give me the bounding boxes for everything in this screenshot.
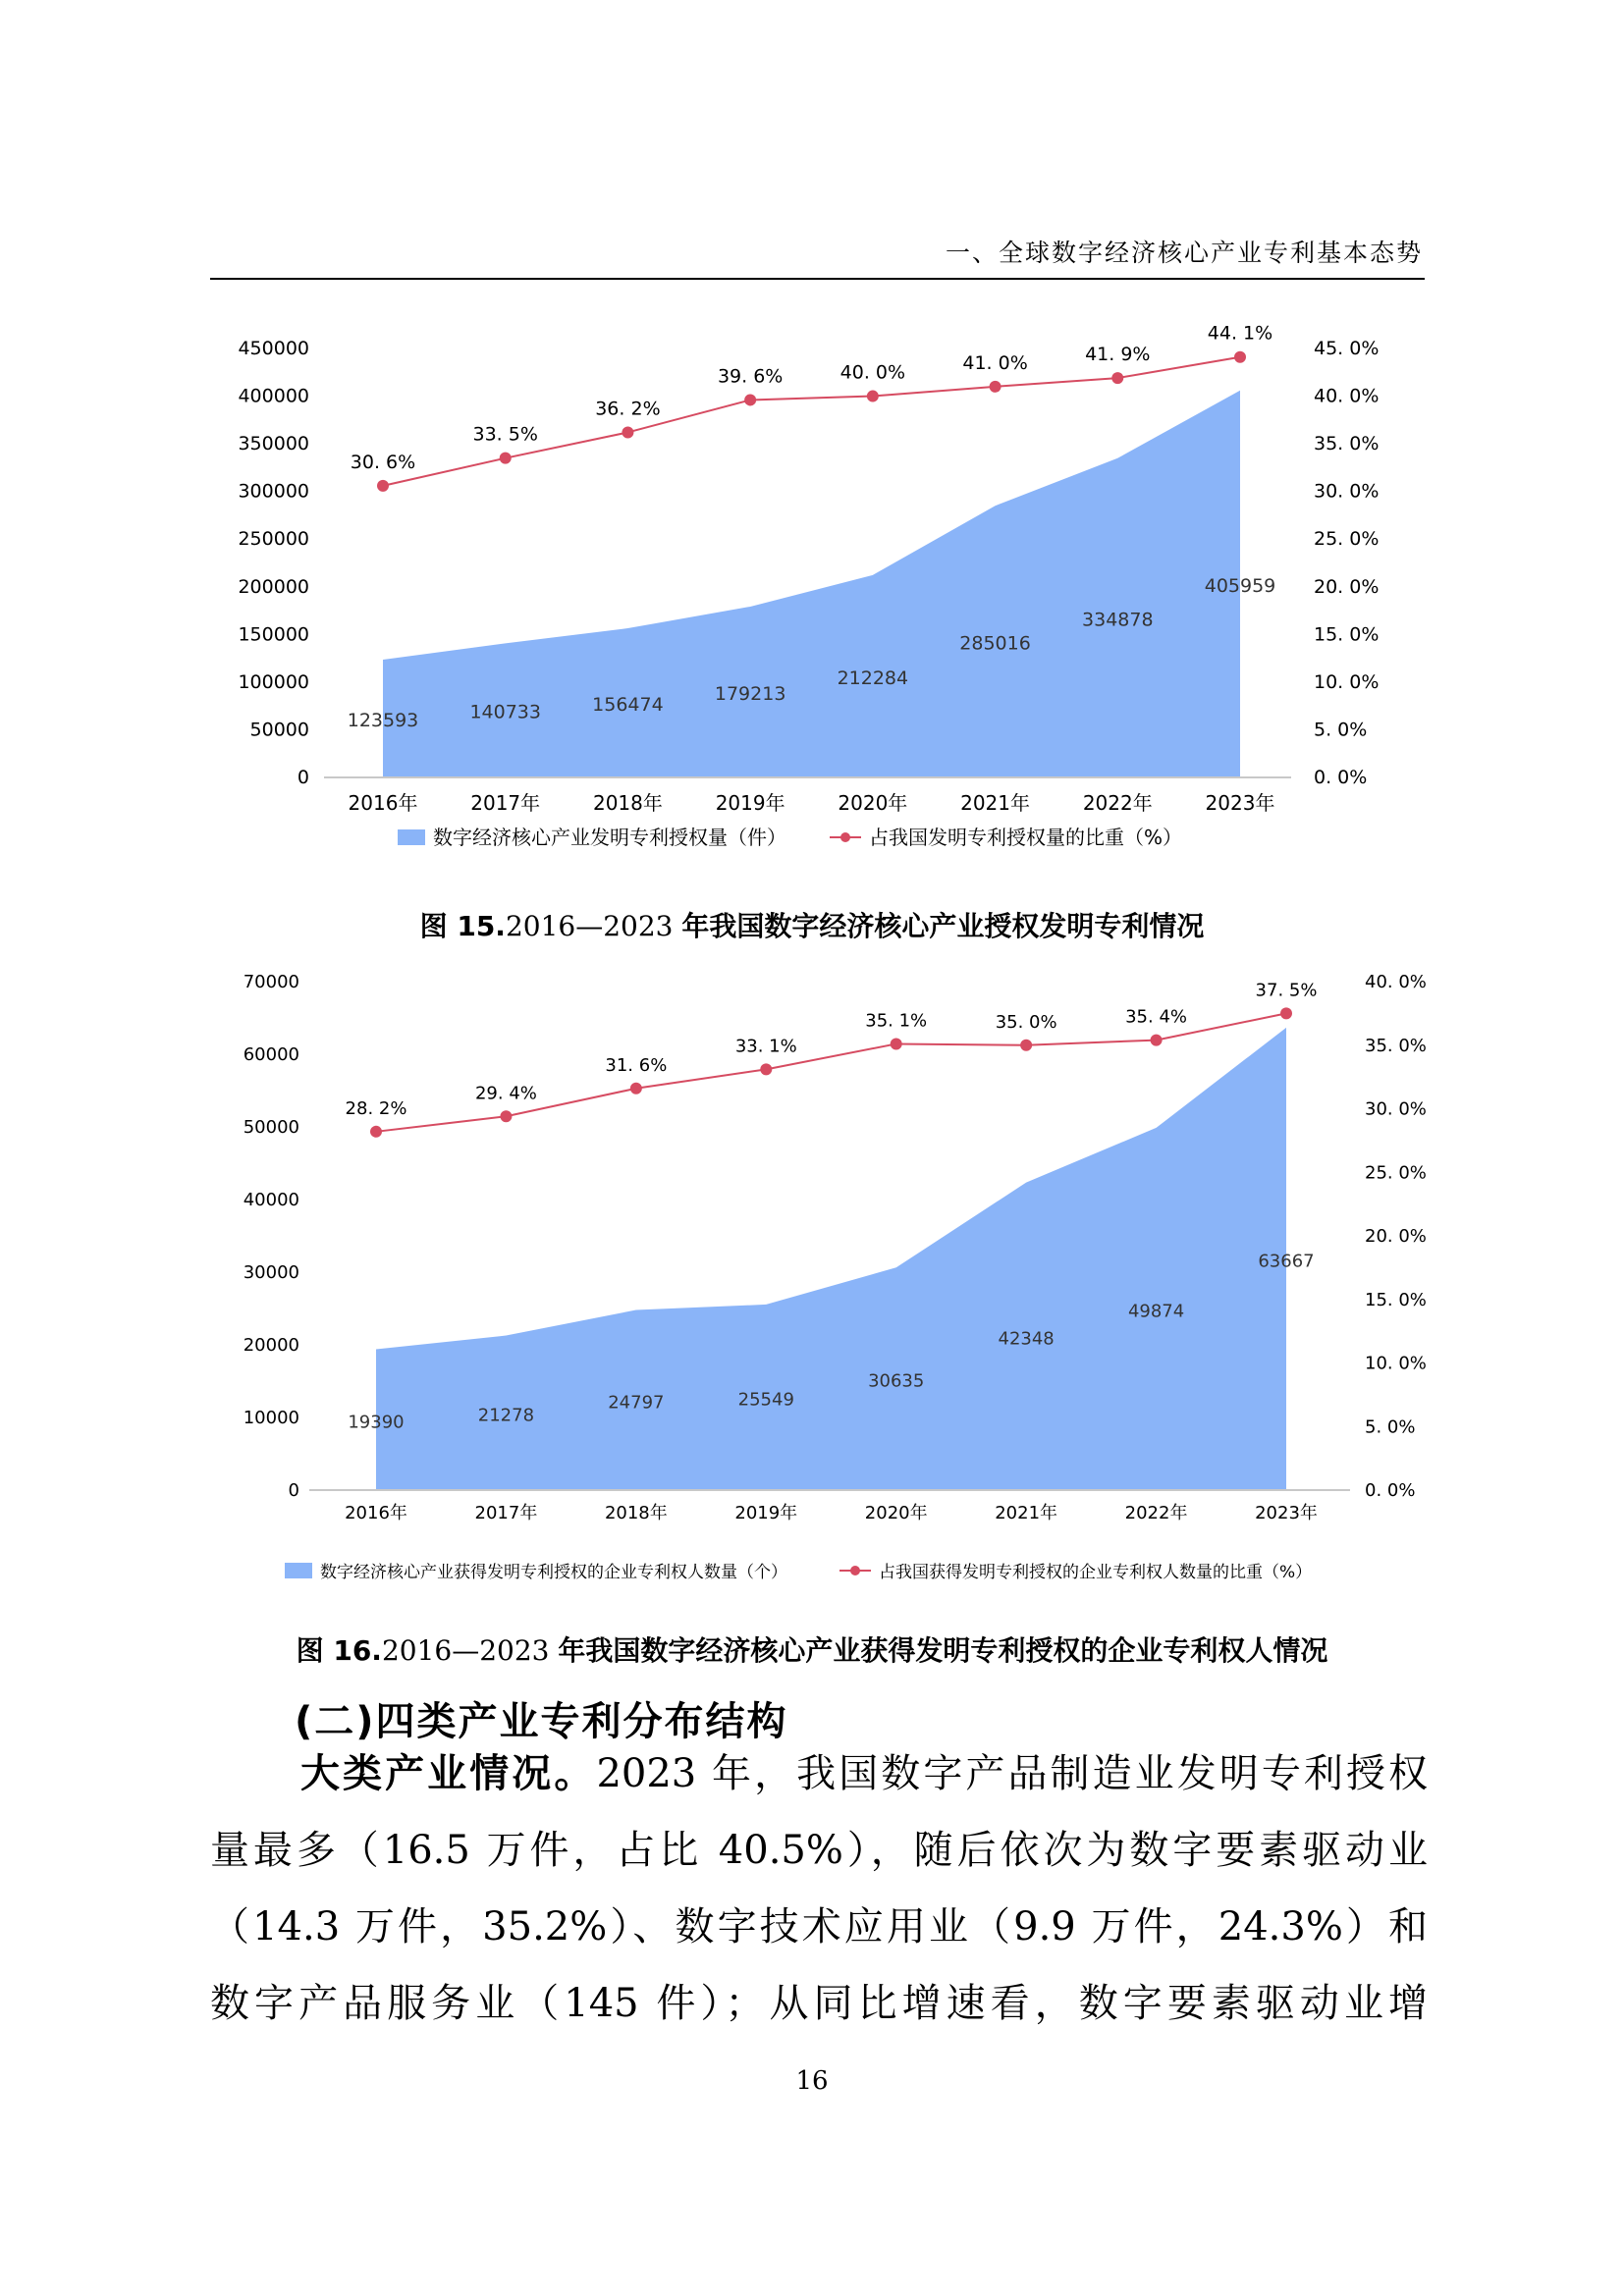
legend-line-marker (850, 1566, 860, 1575)
area-data-label: 123593 (347, 709, 419, 731)
left-axis-tick-label: 0 (297, 767, 309, 788)
left-axis-tick-label: 200000 (238, 575, 309, 598)
area-data-label: 19390 (348, 1412, 405, 1433)
paragraph-line-4: 数字产品服务业（145 件）；从同比增速看，数字要素驱动业增 (210, 1981, 1428, 2026)
body-paragraph (210, 1735, 1428, 2042)
figure-15-range: 2016—2023 (505, 910, 674, 942)
right-axis-tick-label: 35. 0% (1314, 433, 1380, 455)
x-axis-category-label: 2022年 (1082, 791, 1153, 815)
line-data-point (1111, 372, 1123, 384)
line-data-label: 39. 6% (717, 365, 784, 388)
paragraph-line-3: （14.3 万件，35.2%）、数字技术应用业（9.9 万件，24.3%）和 (210, 1904, 1428, 1949)
x-axis-category-label: 2018年 (592, 791, 663, 815)
x-axis-category-label: 2020年 (838, 791, 908, 815)
legend-area-label: 数字经济核心产业发明专利授权量（件） (433, 826, 786, 849)
area-data-label: 405959 (1204, 574, 1276, 597)
paragraph-lead: 大类产业情况。 (300, 1751, 597, 1796)
figure-15-title: 年我国数字经济核心产业授权发明专利情况 (681, 910, 1205, 942)
x-axis-category-label: 2016年 (348, 791, 418, 815)
right-axis-tick-label: 20. 0% (1314, 575, 1380, 598)
x-axis-category-label: 2016年 (345, 1503, 407, 1523)
x-axis-category-label: 2022年 (1124, 1503, 1188, 1523)
paragraph-line-1 (210, 1735, 1428, 1812)
right-axis-tick-label: 25. 0% (1365, 1162, 1427, 1184)
left-axis-tick-label: 400000 (238, 385, 309, 407)
area-data-label: 49874 (1127, 1301, 1185, 1322)
line-data-point (500, 1110, 512, 1122)
line-data-label: 35. 4% (1125, 1006, 1188, 1028)
x-axis-category-label: 2021年 (960, 791, 1031, 815)
area-data-label: 140733 (469, 701, 541, 723)
line-data-point (760, 1063, 772, 1075)
line-data-label: 30. 6% (350, 451, 416, 473)
x-axis-category-label: 2023年 (1205, 791, 1275, 815)
right-axis-tick-label: 10. 0% (1314, 670, 1380, 693)
area-data-label: 42348 (998, 1328, 1055, 1350)
line-data-label: 35. 1% (865, 1010, 928, 1032)
left-axis-tick-label: 100000 (238, 670, 309, 693)
figure-15-number: 图 15. (419, 910, 506, 942)
figure-16-range: 2016—2023 (381, 1634, 550, 1667)
right-axis-tick-label: 25. 0% (1314, 528, 1380, 551)
left-axis-tick-label: 70000 (243, 972, 299, 992)
right-axis-tick-label: 5. 0% (1314, 719, 1368, 741)
legend-area-swatch (285, 1563, 312, 1578)
line-data-point (377, 480, 389, 492)
line-data-label: 44. 1% (1207, 322, 1273, 345)
legend-area-swatch (398, 829, 425, 845)
chart-enterprise-patentees (0, 942, 1624, 1590)
paragraph-line-1-text: 2023 年，我国数字产品制造业发明专利授权 (596, 1751, 1429, 1796)
line-data-label: 41. 9% (1085, 344, 1151, 366)
line-data-point (500, 453, 512, 464)
line-data-label: 33. 1% (734, 1036, 797, 1057)
x-axis-category-label: 2023年 (1255, 1503, 1318, 1523)
left-axis-tick-label: 20000 (243, 1335, 299, 1356)
line-series (376, 1013, 1286, 1131)
left-axis-tick-label: 300000 (238, 480, 309, 503)
left-axis-tick-label: 450000 (238, 338, 309, 359)
legend-area-label: 数字经济核心产业获得发明专利授权的企业专利权人数量（个） (320, 1563, 787, 1582)
left-axis-tick-label: 10000 (243, 1408, 299, 1428)
right-axis-tick-label: 40. 0% (1365, 972, 1427, 992)
line-data-label: 29. 4% (474, 1083, 537, 1104)
line-data-point (891, 1038, 902, 1049)
x-axis-category-label: 2019年 (734, 1503, 798, 1523)
area-data-label: 25549 (737, 1389, 794, 1411)
legend-line-label: 占我国获得发明专利授权的企业专利权人数量的比重（%） (879, 1563, 1313, 1582)
right-axis-tick-label: 0. 0% (1365, 1480, 1416, 1501)
figure-16-number: 图 16. (296, 1634, 382, 1667)
figure-16-title: 年我国数字经济核心产业获得发明专利授权的企业专利权人情况 (558, 1634, 1328, 1667)
right-axis-tick-label: 15. 0% (1314, 623, 1380, 646)
line-data-point (1234, 351, 1246, 363)
figure-16-caption (0, 1629, 1624, 1669)
line-data-point (370, 1126, 382, 1138)
figure-15-caption (0, 905, 1624, 944)
left-axis-tick-label: 40000 (243, 1190, 299, 1210)
line-data-point (990, 381, 1001, 393)
area-data-label: 156474 (592, 694, 664, 717)
x-axis-category-label: 2017年 (470, 791, 541, 815)
line-data-point (1280, 1007, 1292, 1019)
page-number: 16 (795, 2066, 829, 2096)
area-data-label: 24797 (608, 1392, 665, 1414)
right-axis-tick-label: 20. 0% (1365, 1226, 1427, 1247)
legend-line-marker (840, 832, 850, 842)
x-axis-category-label: 2017年 (474, 1503, 538, 1523)
right-axis-tick-label: 10. 0% (1365, 1353, 1427, 1374)
area-data-label: 63667 (1258, 1251, 1315, 1272)
line-data-label: 41. 0% (962, 351, 1028, 374)
line-data-label: 33. 5% (472, 423, 538, 446)
right-axis-tick-label: 30. 0% (1314, 480, 1380, 503)
right-axis-tick-label: 45. 0% (1314, 338, 1380, 359)
running-header: 一、全球数字经济核心产业专利基本态势 (945, 239, 1423, 267)
left-axis-tick-label: 350000 (238, 433, 309, 455)
x-axis-category-label: 2020年 (864, 1503, 928, 1523)
left-axis-tick-label: 50000 (249, 719, 309, 741)
left-axis-tick-label: 30000 (243, 1262, 299, 1283)
line-data-label: 35. 0% (995, 1011, 1057, 1033)
header-rule (210, 278, 1425, 280)
area-data-label: 285016 (959, 632, 1031, 655)
right-axis-tick-label: 40. 0% (1314, 385, 1380, 407)
left-axis-tick-label: 150000 (238, 623, 309, 646)
legend-line-label: 占我国发明专利授权量的比重（%） (869, 826, 1183, 849)
x-axis-category-label: 2019年 (715, 791, 785, 815)
line-data-point (867, 391, 879, 402)
area-data-label: 30635 (868, 1370, 925, 1392)
line-data-label: 40. 0% (839, 361, 906, 384)
right-axis-tick-label: 35. 0% (1365, 1035, 1427, 1056)
line-data-point (1151, 1035, 1163, 1046)
area-data-label: 179213 (714, 682, 786, 705)
right-axis-tick-label: 15. 0% (1365, 1289, 1427, 1310)
right-axis-tick-label: 5. 0% (1365, 1416, 1416, 1438)
line-data-label: 31. 6% (605, 1054, 668, 1076)
x-axis-category-label: 2021年 (995, 1503, 1058, 1523)
left-axis-tick-label: 250000 (238, 528, 309, 551)
left-axis-tick-label: 50000 (243, 1117, 299, 1138)
left-axis-tick-label: 60000 (243, 1044, 299, 1065)
paragraph-line-2: 量最多（16.5 万件，占比 40.5%），随后依次为数字要素驱动业 (210, 1828, 1428, 1873)
area-data-label: 21278 (477, 1405, 535, 1426)
line-data-point (744, 394, 756, 405)
area-data-label: 212284 (837, 667, 909, 689)
line-data-point (630, 1083, 642, 1095)
left-axis-tick-label: 0 (288, 1480, 299, 1501)
section-heading: (二)四类产业专利分布结构 (295, 1699, 788, 1744)
line-data-point (1020, 1040, 1032, 1051)
x-axis-category-label: 2018年 (604, 1503, 668, 1523)
line-data-point (622, 426, 633, 438)
line-data-label: 37. 5% (1255, 980, 1318, 1001)
chart-patent-grants (0, 294, 1624, 864)
line-data-label: 36. 2% (595, 398, 661, 420)
right-axis-tick-label: 30. 0% (1365, 1098, 1427, 1120)
area-data-label: 334878 (1082, 609, 1154, 631)
line-data-label: 28. 2% (345, 1097, 407, 1119)
right-axis-tick-label: 0. 0% (1314, 767, 1368, 788)
